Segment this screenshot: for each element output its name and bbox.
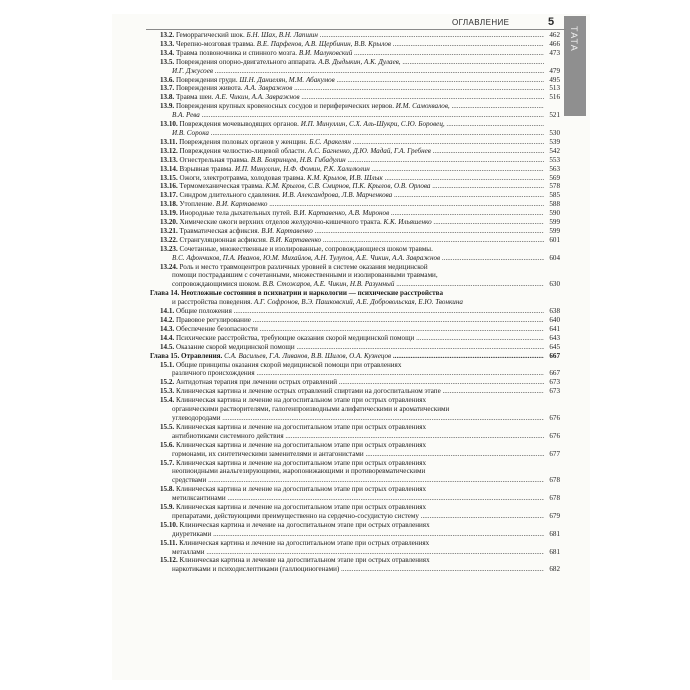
toc-entry: [150, 138, 560, 147]
toc-entry: [150, 102, 560, 111]
toc-entry-text: [160, 307, 544, 316]
toc-page-number: 462: [549, 31, 560, 39]
toc-entry: [150, 129, 560, 138]
toc-page-number: 681: [549, 547, 560, 556]
toc-page-number: 590: [549, 209, 560, 218]
toc-entry-text: [172, 298, 544, 307]
toc-entry-text: [160, 31, 544, 40]
toc-entry-text: [160, 236, 544, 245]
toc-entry: [150, 450, 560, 459]
toc-entry: [150, 387, 560, 396]
toc-entry-title: Психические расстройства, требующие оказания скорой медицинской помощи: [175, 333, 415, 342]
toc-entry-title: Клиническая картина и лечение на догоспитальном этапе при острых отравлениях: [179, 556, 430, 565]
toc-entry-authors: В.И. Картавенко: [215, 200, 268, 209]
page-number: 5: [548, 16, 555, 28]
toc-entry-title: Клиническая картина и лечение на догоспитальном этапе при острых отравлениях: [175, 422, 427, 431]
toc-page-number: 681: [549, 529, 560, 538]
toc-chapter-entry: [150, 352, 560, 361]
toc-entry-number: 13.17.: [160, 191, 178, 200]
toc-entry: [150, 530, 560, 539]
toc-entry-text: [172, 280, 544, 289]
toc-entry: [150, 120, 560, 129]
toc-entry: [150, 209, 560, 218]
toc-entry-text: [172, 450, 544, 459]
toc-entry-title: Сочетанные, множественные и изолированные, сопровождающиеся шоком травмы.: [179, 244, 433, 253]
toc-entry-title: Огнестрельная травма.: [179, 155, 249, 164]
toc-entry-number: Глава 14.: [150, 289, 180, 298]
toc-entry-number: 13.2.: [160, 31, 175, 39]
toc-page-number: 677: [549, 449, 560, 458]
toc-entry: [150, 467, 560, 476]
toc-entry-text: [172, 565, 544, 574]
toc-entry: [150, 539, 560, 548]
toc-entry-title: антибиотиками системного действия: [172, 431, 284, 440]
toc-entry-title: Оказание скорой медицинской помощи: [175, 342, 295, 351]
toc-entry-number: 13.15.: [160, 173, 178, 182]
toc-entry-authors: В.А. Рева: [172, 111, 200, 120]
toc-entry: [150, 67, 560, 76]
toc-entry-authors: Б.С. Аракелян: [309, 137, 351, 146]
toc-entry-number: 14.3.: [160, 324, 175, 333]
toc-entry-title: Антидотная терапия при лечении острых отравлений: [175, 378, 338, 387]
toc-entry-title: Клиническая картина и лечение на догоспитальном этапе при острых отравлениях: [175, 503, 427, 512]
toc-entry: [150, 485, 560, 494]
toc-entry-authors: И.П. Минуллин, С.Х. Аль-Шукри, С.Ю. Боровец,: [300, 120, 445, 129]
toc-entry: [150, 40, 560, 49]
toc-page-number: 673: [549, 378, 560, 387]
toc-entry-number: 13.8.: [160, 93, 175, 102]
toc-entry: [150, 245, 560, 254]
toc-entry: [150, 31, 560, 40]
toc-entry-title: Общие принципы оказания скорой медицинской помощи при отравлениях: [175, 360, 402, 369]
toc-entry-number: 15.9.: [160, 503, 175, 512]
toc-entry-text: [172, 111, 544, 120]
toc-entry-authors: В.Е. Парфенов, А.В. Щербинин, В.В. Крылов: [256, 39, 392, 48]
toc-entry: [150, 565, 560, 574]
toc-entry-title: Повреждения половых органов у женщин.: [179, 137, 308, 146]
toc-entry-text: [160, 378, 544, 387]
toc-entry-title: Клиническая картина и лечение на догоспитальном этапе при острых отравлениях: [175, 458, 427, 467]
toc-entry-text: [172, 476, 544, 485]
toc-entry-text: [172, 369, 544, 378]
toc-entry: [150, 441, 560, 450]
toc-page-number: 676: [549, 413, 560, 422]
toc-entry-text: [160, 334, 544, 343]
toc-entry-title: углеводородами: [172, 413, 221, 422]
toc-entry-text: [160, 361, 544, 370]
toc-page-number: 599: [549, 226, 560, 235]
toc-entry: [150, 405, 560, 414]
toc-entry-text: [172, 271, 544, 280]
toc-entry: [150, 325, 560, 334]
toc-entry-authors: И.П. Минуллин, Н.Ф. Фомин, Р.К. Халилюлин: [234, 164, 370, 173]
toc-entry-title: сопровождающимися шоком.: [172, 280, 261, 289]
toc-entry-text: [160, 316, 544, 325]
toc-entry-authors: К.М. Крылов, С.В. Смирнов, П.К. Крылов, О.В. Орлова: [265, 182, 431, 191]
toc-entry-number: 13.22.: [160, 235, 178, 244]
toc-entry-text: [160, 120, 544, 129]
toc-entry-title: органическими растворителями, галогенпроизводными алифатическими и ароматическими: [172, 405, 450, 414]
toc-entry-title: Повреждения живота.: [175, 84, 243, 93]
toc-entry-title: Травма шеи.: [175, 93, 214, 102]
toc-entry-number: 15.12.: [160, 556, 178, 565]
toc-entry: [150, 227, 560, 236]
toc-entry-title: Клиническая картина и лечение острых отравлений спиртами на догоспитальном этапе: [175, 387, 441, 396]
toc-entry-number: 13.4.: [160, 48, 175, 57]
toc-entry-text: [172, 530, 544, 539]
toc-entry-title: Химические ожоги верхних отделов желудочно-кишечного тракта.: [179, 218, 382, 227]
toc-entry-text: [160, 227, 544, 236]
toc-entry-text: [160, 521, 544, 530]
toc-entry: [150, 280, 560, 289]
toc-entry: [150, 200, 560, 209]
toc-page-number: 673: [549, 387, 560, 396]
toc-page-number: 638: [549, 307, 560, 316]
toc-entry-number: 14.1.: [160, 307, 175, 316]
toc-page-number: 588: [549, 200, 560, 209]
toc-page-number: 521: [549, 111, 560, 120]
toc-entry-authors: В.И. Картавенко, А.В. Миронов: [293, 209, 390, 218]
toc-entry-text: [160, 556, 544, 565]
toc-entry-title: Клиническая картина и лечение на догоспитальном этапе при острых отравлениях: [175, 485, 427, 494]
toc-entry-title: Черепно-мозговая травма.: [175, 39, 255, 48]
toc-entry-text: [160, 76, 544, 85]
toc-entry: [150, 369, 560, 378]
table-of-contents: [150, 31, 560, 574]
toc-entry-title: Травма позвоночника и спинного мозга.: [175, 48, 298, 57]
toc-entry-authors: Ш.Н. Даниелян, М.М. Абакумов: [239, 75, 335, 84]
toc-entry: [150, 396, 560, 405]
toc-entry-text: [160, 325, 544, 334]
toc-entry: [150, 236, 560, 245]
toc-entry-text: [160, 191, 544, 200]
toc-entry-authors: И.Г. Джусоев: [172, 66, 213, 75]
toc-entry: [150, 271, 560, 280]
toc-entry-number: 15.3.: [160, 387, 175, 396]
toc-entry-text: [160, 441, 544, 450]
toc-entry-number: 13.24.: [160, 262, 178, 271]
toc-entry-number: 13.3.: [160, 39, 175, 48]
toc-entry-authors: В.С. Афончиков, П.А. Иванов, Ю.М. Михайлов, А.Н. Тулупов, А.Е. Чикин, А.А. Завражнов: [172, 253, 441, 262]
toc-entry-number: 14.2.: [160, 316, 175, 324]
toc-entry-title: Ожоги, электротравма, холодовая травма.: [179, 173, 306, 182]
toc-entry-text: [160, 200, 544, 209]
toc-entry: [150, 58, 560, 67]
toc-entry-title: Повреждения опорно-двигательного аппарата.: [175, 57, 317, 66]
toc-entry-title: метилксантинами: [172, 494, 226, 503]
toc-entry-authors: И.В. Сорока: [172, 128, 209, 137]
toc-page-number: 553: [549, 155, 560, 164]
header-rule: [146, 29, 566, 30]
toc-page-number: 539: [549, 137, 560, 146]
toc-entry-number: 13.13.: [160, 155, 178, 164]
toc-page-number: 641: [549, 324, 560, 333]
toc-entry: [150, 476, 560, 485]
toc-entry-text: [172, 512, 544, 521]
toc-page-number: 679: [549, 511, 560, 520]
toc-entry-title: Повреждения крупных кровеносных сосудов и периферических нервов.: [175, 102, 394, 111]
toc-entry-text: [160, 245, 544, 254]
toc-entry-number: 15.7.: [160, 458, 175, 467]
toc-entry-number: 15.4.: [160, 396, 175, 405]
toc-entry-text: [172, 67, 544, 76]
toc-entry: [150, 548, 560, 557]
toc-entry: [150, 378, 560, 387]
toc-page-number: 678: [549, 476, 560, 485]
toc-entry-title: Правовое регулирование: [175, 316, 251, 324]
toc-entry-authors: В.В. Бояринцев, Н.В. Гибадулин: [250, 155, 346, 164]
toc-page-number: 542: [549, 146, 560, 155]
toc-entry-title: Странгуляционная асфиксия.: [179, 235, 268, 244]
toc-entry: [150, 414, 560, 423]
toc-entry: [150, 147, 560, 156]
toc-entry: [150, 494, 560, 503]
toc-page-number: 578: [549, 182, 560, 191]
toc-entry-text: [160, 156, 544, 165]
toc-entry-text: [160, 58, 544, 67]
toc-entry: [150, 307, 560, 316]
toc-entry-title: Клиническая картина и лечение на догоспитальном этапе при острых отравлениях: [179, 520, 430, 529]
toc-entry-text: [160, 174, 544, 183]
running-header: ОГЛАВЛЕНИЕ: [452, 18, 510, 27]
toc-entry-authors: А.В. Дыдыкин, А.К. Дулаев,: [318, 57, 401, 66]
toc-entry-number: 13.19.: [160, 209, 178, 218]
toc-entry-text: [160, 165, 544, 174]
toc-entry: [150, 361, 560, 370]
toc-entry: [150, 191, 560, 200]
toc-entry: [150, 218, 560, 227]
toc-entry-text: [160, 263, 544, 272]
toc-entry-authors: В.И. Малуковский: [298, 48, 353, 57]
toc-entry-number: 14.4.: [160, 333, 175, 342]
toc-entry-text: [160, 539, 544, 548]
toc-entry-number: 15.10.: [160, 520, 178, 529]
toc-entry-text: [150, 352, 544, 361]
toc-entry-number: 15.6.: [160, 440, 175, 449]
toc-entry-text: [160, 485, 544, 494]
toc-entry-text: [160, 209, 544, 218]
toc-page-number: 640: [549, 316, 560, 324]
toc-entry-authors: В.И. Картавенко: [261, 226, 313, 235]
toc-entry-number: 13.20.: [160, 218, 178, 227]
toc-entry: [150, 165, 560, 174]
toc-entry-authors: А.А. Завражнов: [244, 84, 293, 93]
toc-entry-text: [160, 40, 544, 49]
toc-page-number: 667: [549, 369, 560, 378]
toc-entry-text: [160, 102, 544, 111]
toc-entry: [150, 254, 560, 263]
toc-entry-number: 15.5.: [160, 422, 175, 431]
toc-entry-text: [160, 396, 544, 405]
toc-entry-authors: И.М. Самохвалов,: [395, 102, 450, 111]
toc-entry-title: Повреждения мочевыводящих органов.: [179, 120, 299, 129]
toc-entry-title: диуретиками: [172, 529, 212, 538]
toc-entry-number: 15.11.: [160, 538, 178, 547]
toc-entry-text: [160, 182, 544, 191]
toc-entry-title: различного происхождения: [172, 369, 255, 378]
toc-entry-title: Роль и место травмоцентров различных уровней в системе оказания медицинской: [179, 262, 428, 271]
toc-entry-number: 13.11.: [160, 137, 178, 146]
toc-entry-number: 13.9.: [160, 102, 175, 111]
toc-entry-title: Повреждения груди.: [175, 75, 238, 84]
toc-entry: [150, 343, 560, 352]
toc-entry-title: Отравления.: [181, 351, 223, 360]
toc-entry-text: [160, 459, 544, 468]
toc-page-number: 513: [549, 84, 560, 93]
toc-entry-number: 13.14.: [160, 164, 178, 173]
toc-entry-title: Инородные тела дыхательных путей.: [179, 209, 292, 218]
toc-entry-text: [172, 548, 544, 557]
toc-page-number: 601: [549, 235, 560, 244]
toc-entry-authors: К.М. Крылов, И.В. Шлык: [307, 173, 383, 182]
toc-page-number: 678: [549, 494, 560, 503]
toc-entry-title: Синдром длительного сдавления.: [179, 191, 281, 200]
toc-entry-title: Взрывная травма.: [179, 164, 234, 173]
toc-entry-text: [172, 494, 544, 503]
toc-entry: [150, 521, 560, 530]
toc-page-number: 630: [549, 280, 560, 289]
toc-entry-title: металлами: [172, 547, 205, 556]
toc-entry-title: Травматическая асфиксия.: [179, 226, 260, 235]
toc-entry-text: [172, 405, 544, 414]
toc-entry: [150, 459, 560, 468]
toc-page-number: 569: [549, 173, 560, 182]
thumb-index-tab: [564, 16, 586, 116]
toc-page-number: 585: [549, 191, 560, 200]
toc-entry-text: [172, 432, 544, 441]
toc-entry-text: [172, 254, 544, 263]
toc-page-number: 466: [549, 39, 560, 48]
toc-entry-text: [160, 218, 544, 227]
toc-entry-title: помощи пострадавшим с сочетанными, множественными и изолированными травмами,: [172, 271, 438, 280]
toc-entry-title: гормонами, их синтетическими заменителями и антагонистами: [172, 449, 364, 458]
toc-page-number: 676: [549, 431, 560, 440]
toc-entry-title: Неотложные состояния в психиатрии и наркологии — психические расстройства: [181, 289, 444, 298]
toc-page-number: 643: [549, 333, 560, 342]
toc-page-number: 599: [549, 218, 560, 227]
toc-entry: [150, 334, 560, 343]
thumb-index-label: ТАТА: [569, 26, 579, 52]
toc-entry-title: Обеспечение безопасности: [175, 324, 258, 333]
toc-page-number: 516: [549, 93, 560, 102]
toc-entry-title: Повреждения челюстно-лицевой области.: [179, 146, 307, 155]
toc-entry-authors: И.В. Александрова, Л.В. Марченкова: [282, 191, 393, 200]
toc-entry-number: 15.8.: [160, 485, 175, 494]
toc-entry: [150, 432, 560, 441]
toc-entry: [150, 512, 560, 521]
toc-entry-number: 13.18.: [160, 200, 178, 209]
toc-entry: [150, 316, 560, 325]
toc-entry-number: 14.5.: [160, 342, 175, 351]
toc-entry-authors: А.Е. Чикин, А.А. Завражнов: [215, 93, 300, 102]
toc-page-number: 682: [549, 565, 560, 574]
toc-entry-title: средствами: [172, 476, 207, 485]
toc-entry-number: 13.23.: [160, 244, 178, 253]
toc-entry-text: [160, 147, 544, 156]
toc-entry-text: [150, 289, 544, 298]
toc-page-number: 563: [549, 164, 560, 173]
toc-entry-authors: В.В. Стожаров, А.Е. Чикин, Н.В. Разумный: [262, 280, 395, 289]
toc-entry: [150, 556, 560, 565]
toc-page-number: 530: [549, 128, 560, 137]
toc-chapter-entry: [150, 289, 560, 298]
toc-page-number: 479: [549, 66, 560, 75]
toc-entry-title: Геморрагический шок.: [175, 31, 245, 39]
toc-entry-text: [160, 138, 544, 147]
toc-entry-number: 13.5.: [160, 57, 175, 66]
toc-entry-text: [160, 343, 544, 352]
toc-entry-text: [172, 414, 544, 423]
toc-page-number: 604: [549, 253, 560, 262]
toc-entry-authors: А.С. Багненко, Д.Ю. Мадай, Г.А. Гребнев: [308, 146, 431, 155]
toc-entry-text: [160, 84, 544, 93]
toc-entry-text: [160, 49, 544, 58]
toc-entry: [150, 174, 560, 183]
toc-entry-number: 13.10.: [160, 120, 178, 129]
toc-entry: [150, 156, 560, 165]
toc-page-number: 645: [549, 342, 560, 351]
toc-entry-title: наркотиками и психодислептиками (галлюциногенами): [172, 565, 340, 574]
toc-entry-number: 13.6.: [160, 75, 175, 84]
toc-entry-title: Клиническая картина и лечение на догоспитальном этапе при острых отравлениях: [179, 538, 430, 547]
toc-entry: [150, 298, 560, 307]
toc-entry-number: 13.12.: [160, 146, 178, 155]
toc-entry: [150, 423, 560, 432]
toc-entry-number: 13.21.: [160, 226, 178, 235]
toc-entry-authors: Б.Н. Шах, В.Н. Лапшин: [246, 31, 318, 39]
toc-entry-title: Клиническая картина и лечение на догоспитальном этапе при острых отравлениях: [175, 440, 427, 449]
toc-page-number: 473: [549, 48, 560, 57]
toc-entry-number: Глава 15.: [150, 351, 180, 360]
toc-entry: [150, 76, 560, 85]
toc-entry-authors: А.Г. Софронов, В.Э. Пашковский, А.Е. Добровольская, Е.Ю. Твонкина: [253, 298, 463, 307]
toc-entry-number: 15.2.: [160, 378, 175, 387]
toc-page-number: 667: [549, 351, 560, 360]
toc-entry-title: неопиоидными анальгезирующими, жаропонижающими и противоревматическими: [172, 467, 426, 476]
toc-entry-text: [160, 423, 544, 432]
toc-entry-title: и расстройства поведения.: [172, 298, 253, 307]
toc-entry: [150, 182, 560, 191]
toc-entry-number: 13.16.: [160, 182, 178, 191]
toc-entry: [150, 111, 560, 120]
toc-entry-title: Клиническая картина и лечение на догоспитальном этапе при острых отравлениях: [175, 396, 427, 405]
toc-entry-number: 13.7.: [160, 84, 175, 93]
toc-entry: [150, 93, 560, 102]
toc-entry-text: [160, 503, 544, 512]
toc-entry-text: [172, 129, 544, 138]
toc-entry-title: Термомеханическая травма.: [179, 182, 264, 191]
toc-entry-text: [160, 93, 544, 102]
toc-entry-title: Утопление.: [179, 200, 215, 209]
toc-entry: [150, 49, 560, 58]
toc-page-number: 495: [549, 75, 560, 84]
toc-entry: [150, 84, 560, 93]
toc-entry: [150, 503, 560, 512]
toc-entry-number: 15.1.: [160, 360, 175, 369]
toc-entry: [150, 263, 560, 272]
toc-entry-authors: В.И. Картавенко: [269, 235, 322, 244]
toc-entry-text: [160, 387, 544, 396]
toc-entry-authors: К.К. Ильяшенко: [383, 218, 432, 227]
toc-entry-authors: С.А. Васильев, Г.А. Ливанов, В.В. Шилов, О.А. Кузнецов: [224, 351, 392, 360]
toc-entry-title: препаратами, действующими преимущественно на сердечно-сосудистую систему: [172, 511, 419, 520]
toc-entry-text: [172, 467, 544, 476]
toc-entry-title: Общие положения: [175, 307, 232, 316]
